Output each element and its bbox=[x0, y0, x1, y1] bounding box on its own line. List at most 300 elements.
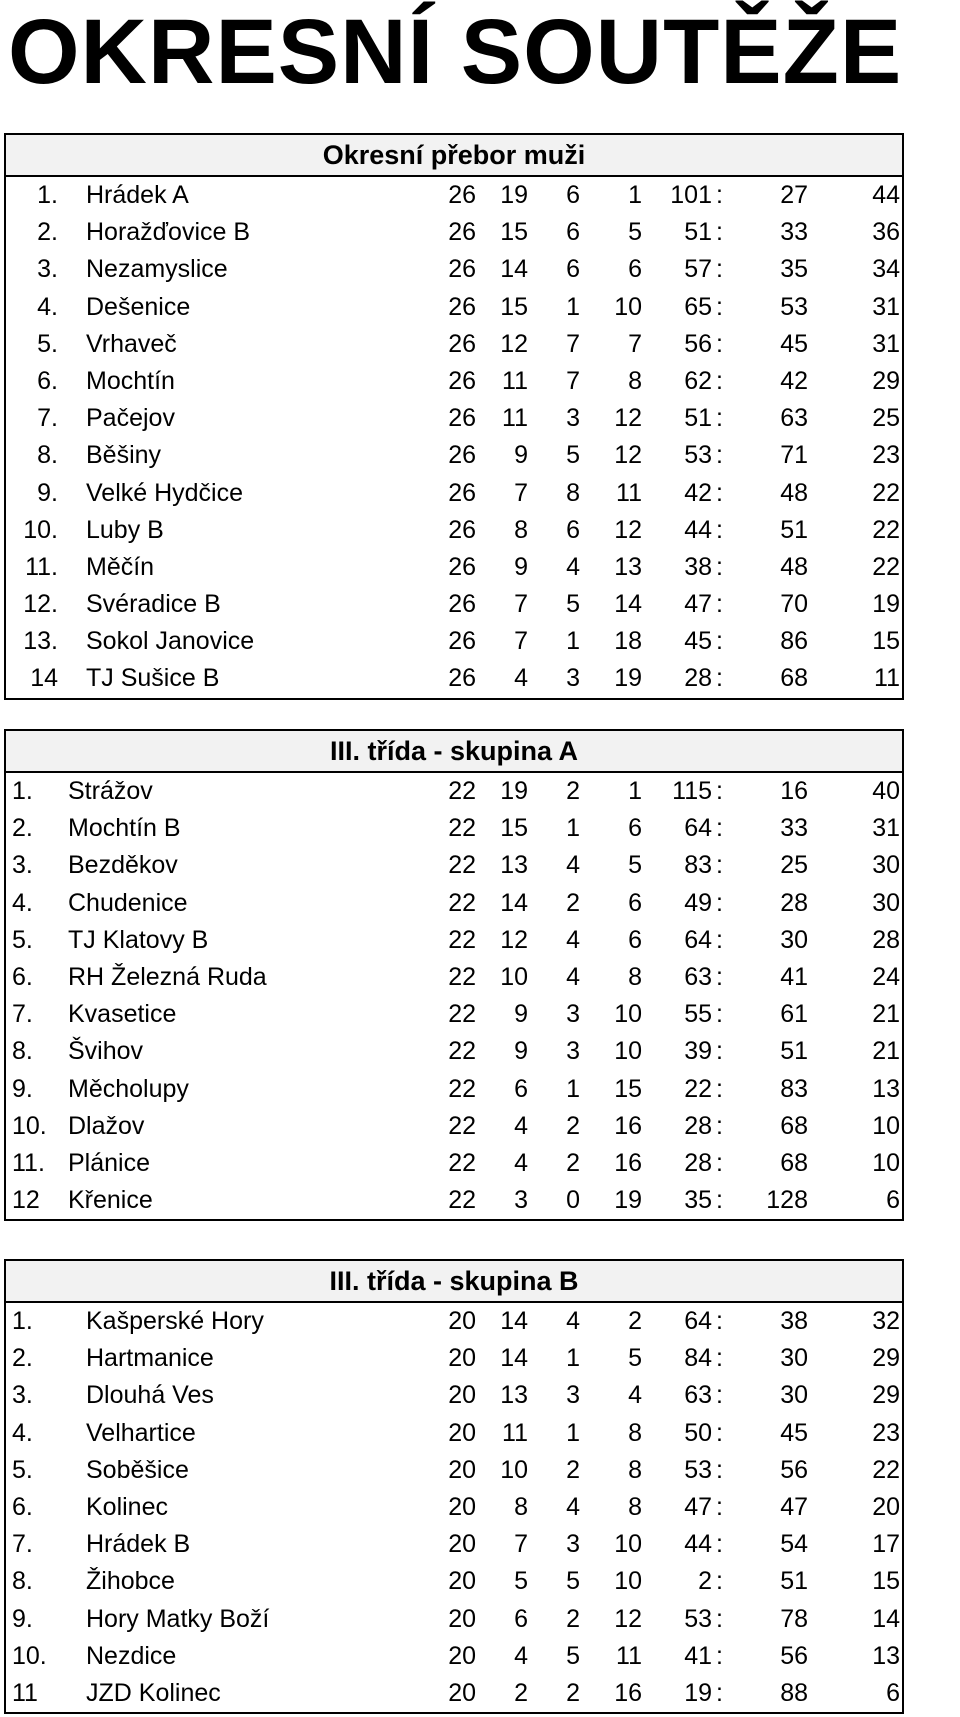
matches-played: 20 bbox=[448, 1530, 476, 1559]
goals-for: 50 bbox=[684, 1418, 712, 1447]
goals-for: 57 bbox=[684, 255, 712, 284]
score-separator: : bbox=[716, 664, 723, 693]
score-separator: : bbox=[716, 515, 723, 544]
table-row bbox=[6, 1415, 902, 1452]
points: 23 bbox=[872, 1418, 900, 1447]
draws: 3 bbox=[566, 1530, 580, 1559]
points: 30 bbox=[872, 888, 900, 917]
rank-cell: 6. bbox=[12, 962, 33, 991]
table-row bbox=[6, 177, 902, 214]
draws: 1 bbox=[566, 1074, 580, 1103]
losses: 11 bbox=[616, 478, 642, 507]
draws: 2 bbox=[566, 1678, 580, 1707]
goals-for: 84 bbox=[684, 1344, 712, 1373]
wins: 12 bbox=[500, 925, 528, 954]
goals-against: 25 bbox=[780, 851, 808, 880]
table-row bbox=[6, 512, 902, 549]
matches-played: 20 bbox=[448, 1455, 476, 1484]
score-separator: : bbox=[716, 1455, 723, 1484]
draws: 0 bbox=[566, 1186, 580, 1215]
goals-against: 56 bbox=[780, 1641, 808, 1670]
wins: 15 bbox=[500, 814, 528, 843]
table-row bbox=[6, 623, 902, 660]
team-name: Nezamyslice bbox=[86, 255, 228, 284]
wins: 6 bbox=[514, 1604, 528, 1633]
losses: 1 bbox=[628, 777, 642, 805]
rank-cell: 11. bbox=[12, 1148, 45, 1177]
goals-against: 88 bbox=[780, 1678, 808, 1707]
goals-for: 53 bbox=[684, 1455, 712, 1484]
losses: 12 bbox=[614, 404, 642, 433]
rank-cell: 1. bbox=[37, 181, 58, 209]
points: 32 bbox=[872, 1307, 900, 1335]
standings-table-skupina-a bbox=[4, 729, 904, 1221]
losses: 10 bbox=[614, 1000, 642, 1029]
goals-for: 44 bbox=[684, 515, 712, 544]
table-row bbox=[6, 1145, 902, 1182]
points: 22 bbox=[872, 478, 900, 507]
goals-for: 56 bbox=[684, 329, 712, 358]
score-separator: : bbox=[716, 1381, 723, 1410]
goals-for: 2 bbox=[698, 1567, 712, 1596]
losses: 7 bbox=[628, 329, 642, 358]
points: 29 bbox=[872, 1381, 900, 1410]
goals-against: 54 bbox=[780, 1530, 808, 1559]
team-name: Hartmanice bbox=[86, 1344, 214, 1373]
matches-played: 26 bbox=[448, 552, 476, 581]
points: 10 bbox=[872, 1111, 900, 1140]
points: 10 bbox=[872, 1148, 900, 1177]
losses: 6 bbox=[628, 888, 642, 917]
points: 30 bbox=[872, 851, 900, 880]
team-name: Mochtín bbox=[86, 366, 175, 395]
losses: 10 bbox=[614, 1037, 642, 1066]
score-separator: : bbox=[716, 1604, 723, 1633]
points: 15 bbox=[872, 627, 900, 656]
score-separator: : bbox=[716, 441, 723, 470]
table-row bbox=[6, 1108, 902, 1145]
goals-against: 70 bbox=[780, 590, 808, 619]
wins: 19 bbox=[500, 181, 528, 209]
points: 6 bbox=[886, 1186, 900, 1215]
goals-for: 62 bbox=[684, 366, 712, 395]
table-row bbox=[6, 1452, 902, 1489]
goals-against: 30 bbox=[780, 925, 808, 954]
goals-against: 42 bbox=[780, 366, 808, 395]
team-name: Velké Hydčice bbox=[86, 478, 244, 507]
points: 17 bbox=[872, 1530, 900, 1559]
score-separator: : bbox=[716, 552, 723, 581]
team-name: Horažďovice B bbox=[86, 218, 251, 247]
points: 21 bbox=[872, 1037, 900, 1066]
goals-against: 41 bbox=[780, 962, 808, 991]
points: 11 bbox=[874, 664, 900, 693]
team-name: RH Železná Ruda bbox=[68, 962, 267, 991]
table-row bbox=[6, 1526, 902, 1563]
goals-against: 45 bbox=[780, 1418, 808, 1447]
losses: 4 bbox=[628, 1381, 642, 1410]
matches-played: 26 bbox=[448, 627, 476, 656]
score-separator: : bbox=[716, 1344, 723, 1373]
goals-for: 45 bbox=[684, 627, 712, 656]
losses: 8 bbox=[628, 962, 642, 991]
wins: 8 bbox=[514, 515, 528, 544]
score-separator: : bbox=[716, 1307, 723, 1335]
losses: 8 bbox=[628, 1492, 642, 1521]
points: 20 bbox=[872, 1492, 900, 1521]
rank-cell: 8. bbox=[12, 1567, 33, 1596]
goals-against: 61 bbox=[780, 1000, 808, 1029]
goals-against: 45 bbox=[780, 329, 808, 358]
goals-against: 47 bbox=[780, 1492, 808, 1521]
wins: 10 bbox=[500, 1455, 528, 1484]
score-separator: : bbox=[716, 1492, 723, 1521]
team-name: Žihobce bbox=[86, 1567, 175, 1596]
draws: 1 bbox=[566, 627, 580, 656]
table-row bbox=[6, 363, 902, 400]
losses: 2 bbox=[628, 1307, 642, 1335]
goals-for: 42 bbox=[684, 478, 712, 507]
table-row bbox=[6, 1638, 902, 1675]
team-name: TJ Sušice B bbox=[86, 664, 220, 693]
losses: 16 bbox=[614, 1111, 642, 1140]
team-name: Velhartice bbox=[86, 1418, 196, 1447]
team-name: Vrhaveč bbox=[86, 329, 177, 358]
draws: 2 bbox=[566, 1455, 580, 1484]
team-name: Běšiny bbox=[86, 441, 162, 470]
team-name: Plánice bbox=[68, 1148, 150, 1177]
points: 24 bbox=[872, 962, 900, 991]
team-name: Hrádek B bbox=[86, 1530, 191, 1559]
goals-against: 51 bbox=[780, 515, 808, 544]
goals-against: 35 bbox=[780, 255, 808, 284]
team-name: Dlouhá Ves bbox=[86, 1381, 214, 1410]
table-heading: III. třída - skupina B bbox=[6, 1261, 902, 1303]
goals-for: 51 bbox=[684, 218, 712, 247]
draws: 1 bbox=[566, 1418, 580, 1447]
rank-cell: 5. bbox=[12, 925, 33, 954]
draws: 5 bbox=[566, 590, 580, 619]
goals-against: 51 bbox=[780, 1037, 808, 1066]
table-row bbox=[6, 1033, 902, 1070]
points: 15 bbox=[872, 1567, 900, 1596]
score-separator: : bbox=[716, 1111, 723, 1140]
draws: 5 bbox=[566, 441, 580, 470]
rank-cell: 14 bbox=[30, 664, 58, 693]
goals-against: 63 bbox=[780, 404, 808, 433]
losses: 6 bbox=[628, 255, 642, 284]
goals-for: 51 bbox=[684, 404, 712, 433]
goals-against: 51 bbox=[780, 1567, 808, 1596]
goals-for: 28 bbox=[684, 1148, 712, 1177]
wins: 10 bbox=[500, 962, 528, 991]
page-title: OKRESNÍ SOUTĚŽE bbox=[8, 1, 903, 103]
matches-played: 20 bbox=[448, 1381, 476, 1410]
draws: 3 bbox=[566, 1381, 580, 1410]
points: 31 bbox=[872, 292, 900, 321]
rank-cell: 8. bbox=[37, 441, 58, 470]
wins: 7 bbox=[514, 590, 528, 619]
team-name: Hory Matky Boží bbox=[86, 1604, 270, 1633]
goals-for: 64 bbox=[684, 1307, 712, 1335]
table-row bbox=[6, 400, 902, 437]
score-separator: : bbox=[716, 1186, 723, 1215]
goals-for: 55 bbox=[684, 1000, 712, 1029]
draws: 2 bbox=[566, 1604, 580, 1633]
wins: 7 bbox=[514, 627, 528, 656]
score-separator: : bbox=[716, 851, 723, 880]
rank-cell: 7. bbox=[12, 1530, 33, 1559]
goals-against: 86 bbox=[780, 627, 808, 656]
rank-cell: 4. bbox=[37, 292, 58, 321]
points: 40 bbox=[872, 777, 900, 805]
wins: 14 bbox=[500, 255, 528, 284]
goals-against: 71 bbox=[780, 441, 808, 470]
goals-against: 68 bbox=[780, 1111, 808, 1140]
rank-cell: 3. bbox=[12, 1381, 33, 1410]
draws: 2 bbox=[566, 888, 580, 917]
matches-played: 22 bbox=[448, 925, 476, 954]
goals-for: 101 bbox=[670, 181, 712, 209]
points: 31 bbox=[872, 814, 900, 843]
losses: 19 bbox=[614, 664, 642, 693]
points: 44 bbox=[872, 181, 900, 209]
losses: 8 bbox=[628, 1455, 642, 1484]
wins: 7 bbox=[514, 478, 528, 507]
rank-cell: 4. bbox=[12, 1418, 33, 1447]
table-row bbox=[6, 586, 902, 623]
goals-against: 128 bbox=[766, 1186, 808, 1215]
rank-cell: 10. bbox=[12, 1111, 47, 1140]
draws: 7 bbox=[566, 329, 580, 358]
goals-for: 115 bbox=[672, 777, 712, 805]
matches-played: 20 bbox=[448, 1567, 476, 1596]
draws: 1 bbox=[566, 292, 580, 321]
matches-played: 20 bbox=[448, 1641, 476, 1670]
wins: 4 bbox=[514, 1641, 528, 1670]
goals-against: 56 bbox=[780, 1455, 808, 1484]
table-row bbox=[6, 922, 902, 959]
score-separator: : bbox=[716, 1530, 723, 1559]
table-row bbox=[6, 1377, 902, 1414]
wins: 14 bbox=[500, 888, 528, 917]
matches-played: 22 bbox=[448, 1111, 476, 1140]
matches-played: 26 bbox=[448, 292, 476, 321]
points: 13 bbox=[872, 1074, 900, 1103]
draws: 6 bbox=[566, 181, 580, 209]
draws: 6 bbox=[566, 515, 580, 544]
score-separator: : bbox=[716, 1641, 723, 1670]
losses: 19 bbox=[614, 1186, 642, 1215]
standings-table-okresni-prebor bbox=[4, 133, 904, 700]
points: 21 bbox=[872, 1000, 900, 1029]
matches-played: 20 bbox=[448, 1307, 476, 1335]
table-row bbox=[6, 1601, 902, 1638]
rank-cell: 2. bbox=[37, 218, 58, 247]
score-separator: : bbox=[716, 1037, 723, 1066]
team-name: Švihov bbox=[68, 1037, 144, 1066]
wins: 13 bbox=[500, 1381, 528, 1410]
wins: 9 bbox=[514, 1037, 528, 1066]
team-name: Pačejov bbox=[86, 404, 175, 433]
score-separator: : bbox=[716, 1678, 723, 1707]
team-name: Sokol Janovice bbox=[86, 627, 255, 656]
wins: 14 bbox=[500, 1307, 528, 1335]
matches-played: 26 bbox=[448, 329, 476, 358]
goals-for: 63 bbox=[684, 1381, 712, 1410]
goals-for: 47 bbox=[684, 590, 712, 619]
table-row bbox=[6, 1303, 902, 1340]
team-name: Křenice bbox=[68, 1186, 153, 1215]
draws: 4 bbox=[566, 962, 580, 991]
losses: 15 bbox=[614, 1074, 642, 1103]
wins: 4 bbox=[514, 1148, 528, 1177]
draws: 4 bbox=[566, 1307, 580, 1335]
score-separator: : bbox=[716, 255, 723, 284]
points: 19 bbox=[872, 590, 900, 619]
rank-cell: 13. bbox=[23, 627, 58, 656]
draws: 1 bbox=[566, 1344, 580, 1373]
goals-for: 41 bbox=[684, 1641, 712, 1670]
losses: 1 bbox=[628, 181, 642, 209]
matches-played: 22 bbox=[448, 962, 476, 991]
team-name: Dešenice bbox=[86, 292, 191, 321]
draws: 8 bbox=[566, 478, 580, 507]
draws: 2 bbox=[566, 1111, 580, 1140]
score-separator: : bbox=[716, 404, 723, 433]
matches-played: 26 bbox=[448, 404, 476, 433]
matches-played: 26 bbox=[448, 218, 476, 247]
losses: 12 bbox=[614, 515, 642, 544]
goals-against: 33 bbox=[780, 814, 808, 843]
draws: 3 bbox=[566, 664, 580, 693]
draws: 4 bbox=[566, 552, 580, 581]
points: 34 bbox=[872, 255, 900, 284]
wins: 4 bbox=[514, 664, 528, 693]
rank-cell: 3. bbox=[37, 255, 58, 284]
draws: 6 bbox=[566, 255, 580, 284]
goals-for: 28 bbox=[684, 1111, 712, 1140]
wins: 9 bbox=[514, 552, 528, 581]
table-row bbox=[6, 214, 902, 251]
draws: 4 bbox=[566, 1492, 580, 1521]
table-row bbox=[6, 1182, 902, 1219]
losses: 10 bbox=[614, 1530, 642, 1559]
losses: 16 bbox=[614, 1148, 642, 1177]
rank-cell: 10. bbox=[23, 515, 58, 544]
points: 25 bbox=[872, 404, 900, 433]
draws: 2 bbox=[566, 1148, 580, 1177]
goals-for: 65 bbox=[684, 292, 712, 321]
matches-played: 26 bbox=[448, 366, 476, 395]
team-name: Dlažov bbox=[68, 1111, 145, 1140]
draws: 3 bbox=[566, 1037, 580, 1066]
rank-cell: 4. bbox=[12, 888, 33, 917]
table-row bbox=[6, 326, 902, 363]
team-name: Luby B bbox=[86, 515, 164, 544]
goals-for: 35 bbox=[684, 1186, 712, 1215]
rank-cell: 9. bbox=[12, 1604, 33, 1633]
wins: 12 bbox=[500, 329, 528, 358]
wins: 14 bbox=[500, 1344, 528, 1373]
losses: 10 bbox=[614, 292, 642, 321]
table-row bbox=[6, 1675, 902, 1712]
rank-cell: 1. bbox=[12, 1307, 33, 1335]
wins: 19 bbox=[500, 777, 528, 805]
wins: 6 bbox=[514, 1074, 528, 1103]
score-separator: : bbox=[716, 627, 723, 656]
points: 14 bbox=[872, 1604, 900, 1633]
losses: 10 bbox=[614, 1567, 642, 1596]
rank-cell: 8. bbox=[12, 1037, 33, 1066]
points: 23 bbox=[872, 441, 900, 470]
losses: 12 bbox=[614, 441, 642, 470]
team-name: Kolinec bbox=[86, 1492, 168, 1521]
matches-played: 20 bbox=[448, 1344, 476, 1373]
goals-for: 49 bbox=[684, 888, 712, 917]
matches-played: 26 bbox=[448, 515, 476, 544]
points: 6 bbox=[886, 1678, 900, 1707]
rank-cell: 2. bbox=[12, 1344, 33, 1373]
wins: 8 bbox=[514, 1492, 528, 1521]
rank-cell: 7. bbox=[12, 1000, 33, 1029]
table-row bbox=[6, 1489, 902, 1526]
wins: 15 bbox=[500, 218, 528, 247]
goals-against: 48 bbox=[780, 478, 808, 507]
rank-cell: 12. bbox=[23, 590, 58, 619]
matches-played: 20 bbox=[448, 1492, 476, 1521]
wins: 11 bbox=[502, 366, 528, 395]
points: 29 bbox=[872, 366, 900, 395]
losses: 8 bbox=[628, 1418, 642, 1447]
score-separator: : bbox=[716, 925, 723, 954]
draws: 3 bbox=[566, 1000, 580, 1029]
score-separator: : bbox=[716, 329, 723, 358]
goals-against: 16 bbox=[780, 777, 808, 805]
goals-against: 68 bbox=[780, 664, 808, 693]
draws: 3 bbox=[566, 404, 580, 433]
goals-for: 83 bbox=[684, 851, 712, 880]
losses: 16 bbox=[614, 1678, 642, 1707]
matches-played: 26 bbox=[448, 590, 476, 619]
team-name: Bezděkov bbox=[68, 851, 178, 880]
goals-against: 78 bbox=[780, 1604, 808, 1633]
draws: 5 bbox=[566, 1641, 580, 1670]
team-name: TJ Klatovy B bbox=[68, 925, 209, 954]
score-separator: : bbox=[716, 292, 723, 321]
table-row bbox=[6, 1340, 902, 1377]
points: 13 bbox=[872, 1641, 900, 1670]
goals-for: 63 bbox=[684, 962, 712, 991]
losses: 11 bbox=[616, 1641, 642, 1670]
goals-against: 48 bbox=[780, 552, 808, 581]
table-row bbox=[6, 660, 902, 697]
score-separator: : bbox=[716, 777, 723, 805]
wins: 3 bbox=[514, 1186, 528, 1215]
table-row bbox=[6, 810, 902, 847]
goals-against: 83 bbox=[780, 1074, 808, 1103]
matches-played: 22 bbox=[448, 1037, 476, 1066]
matches-played: 20 bbox=[448, 1604, 476, 1633]
losses: 5 bbox=[628, 1344, 642, 1373]
losses: 5 bbox=[628, 851, 642, 880]
goals-against: 53 bbox=[780, 292, 808, 321]
losses: 6 bbox=[628, 925, 642, 954]
score-separator: : bbox=[716, 181, 723, 209]
losses: 13 bbox=[614, 552, 642, 581]
matches-played: 20 bbox=[448, 1678, 476, 1707]
matches-played: 22 bbox=[448, 1148, 476, 1177]
